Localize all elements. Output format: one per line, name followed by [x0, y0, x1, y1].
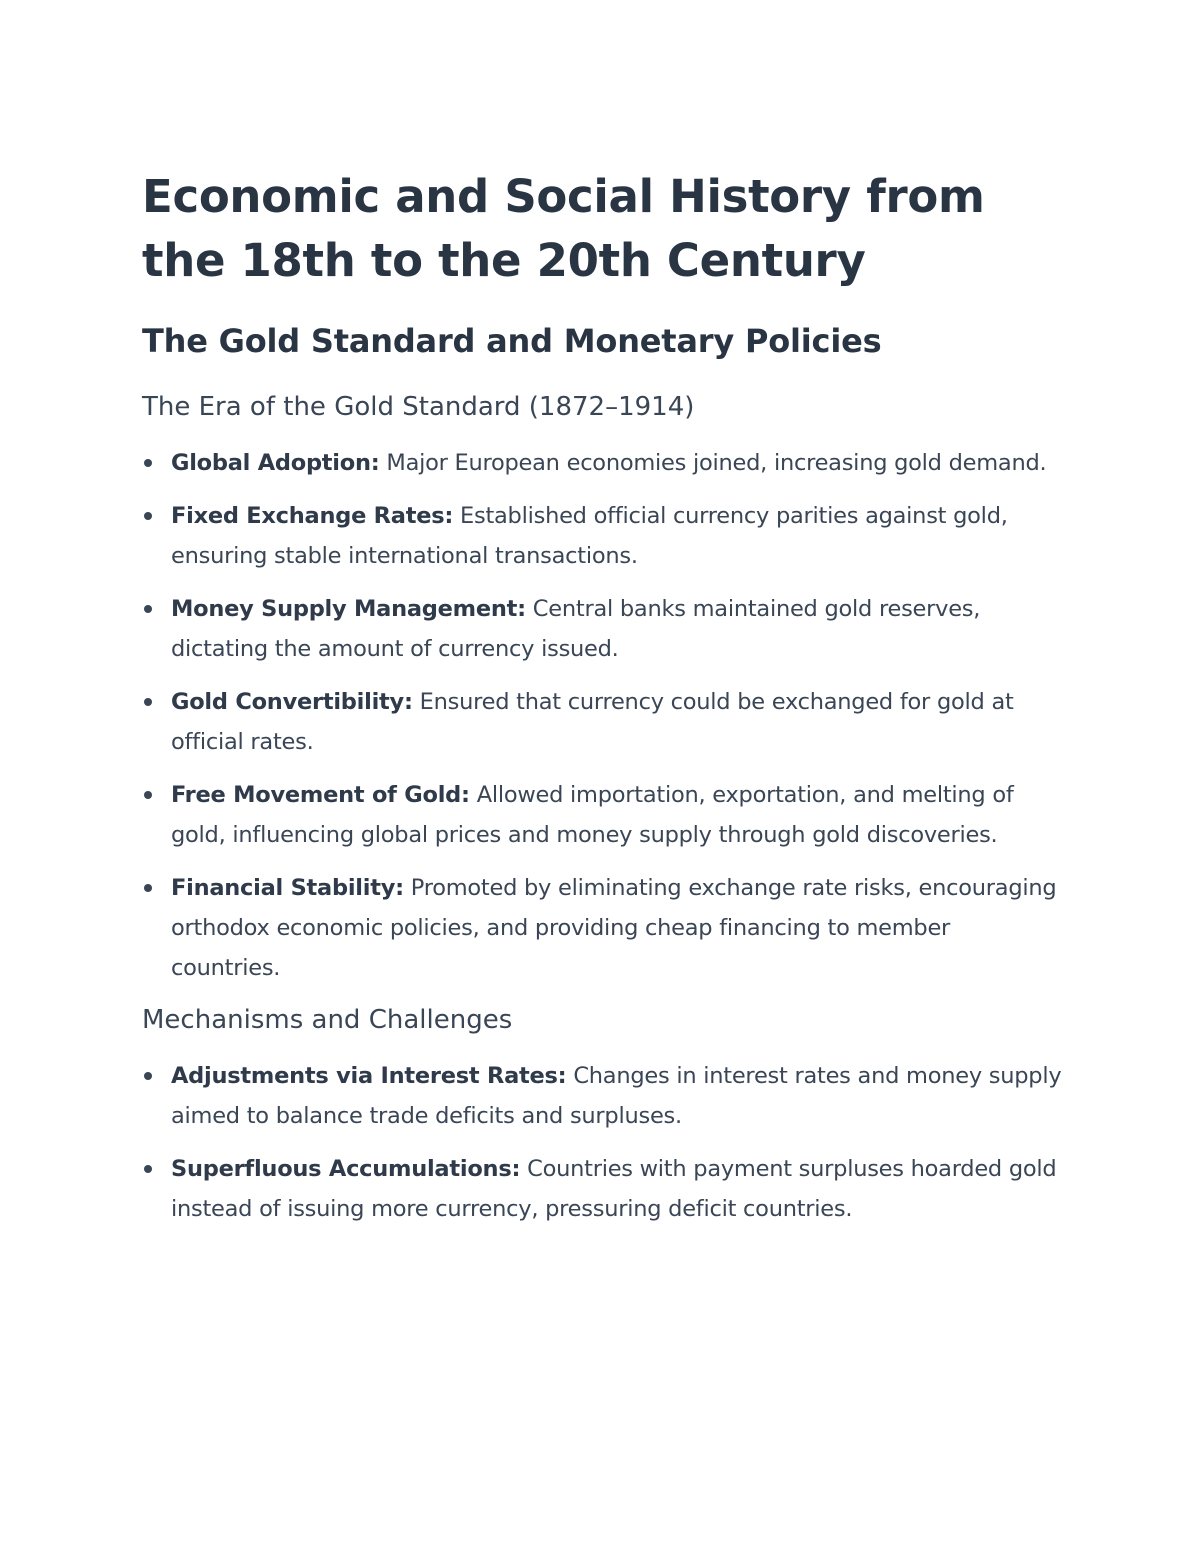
list-item-text: Countries with payment surpluses hoarded gold instead of issuing more currency, pressuring deficit countries.	[171, 1156, 1057, 1222]
list-item	[142, 443, 1062, 483]
list-item-separator: :	[511, 1156, 521, 1182]
list-item-separator: :	[395, 875, 404, 901]
list-item-term: Global Adoption	[171, 450, 371, 476]
subsection-heading-mechanisms: Mechanisms and Challenges	[142, 1005, 513, 1035]
list-item-term: Adjustments via Interest Rates	[171, 1063, 558, 1089]
list-item-separator: :	[557, 1063, 567, 1089]
list-item-separator: :	[461, 782, 470, 808]
document-title: Economic and Social History from the 18th to the 20th Century	[142, 170, 985, 287]
list-item	[142, 589, 1062, 669]
bullet-icon	[144, 791, 152, 799]
bullet-icon	[144, 698, 152, 706]
bullet-icon	[144, 1072, 152, 1080]
list-item	[142, 1056, 1062, 1136]
list-item-text: Major European economies joined, increasing gold demand.	[379, 450, 1047, 476]
list-item-text: Promoted by eliminating exchange rate risks, encouraging orthodox economic policies, and providing cheap financing to member countries.	[171, 875, 1057, 981]
list-item-separator: :	[444, 503, 454, 529]
list-item-term: Fixed Exchange Rates	[171, 503, 445, 529]
bullet-icon	[144, 459, 152, 467]
list-item-text: Changes in interest rates and money supply aimed to balance trade deficits and surpluses.	[171, 1063, 1062, 1129]
list-item-separator: :	[370, 450, 380, 476]
list-item-text: Allowed importation, exportation, and melting of gold, influencing global prices and money supply through gold discoveries.	[171, 782, 1014, 848]
section-title: The Gold Standard and Monetary Policies	[142, 322, 882, 360]
list-item-text: Central banks maintained gold reserves, dictating the amount of currency issued.	[171, 596, 981, 662]
list-item-text: Established official currency parities against gold, ensuring stable international transactions.	[171, 503, 1008, 569]
list-item	[142, 682, 1062, 762]
subsection-heading-gold-standard-era: The Era of the Gold Standard (1872–1914)	[142, 392, 695, 422]
bullet-list-gold-standard-era	[142, 443, 1062, 988]
list-item-term: Free Movement of Gold	[171, 782, 462, 808]
list-item	[142, 868, 1062, 988]
bullet-icon	[144, 1165, 152, 1173]
list-item-separator: :	[403, 689, 413, 715]
list-item-term: Superfluous Accumulations	[171, 1156, 512, 1182]
bullet-list-mechanisms	[142, 1056, 1062, 1229]
document-page	[142, 165, 1062, 1242]
bullet-icon	[144, 605, 152, 613]
list-item-term: Gold Convertibility	[171, 689, 404, 715]
list-item	[142, 775, 1062, 855]
list-item-text: Ensured that currency could be exchanged for gold at official rates.	[171, 689, 1014, 755]
list-item-separator: :	[517, 596, 526, 622]
list-item	[142, 1149, 1062, 1229]
list-item	[142, 496, 1062, 576]
bullet-icon	[144, 512, 152, 520]
bullet-icon	[144, 884, 152, 892]
list-item-term: Money Supply Management	[171, 596, 518, 622]
list-item-term: Financial Stability	[171, 875, 396, 901]
